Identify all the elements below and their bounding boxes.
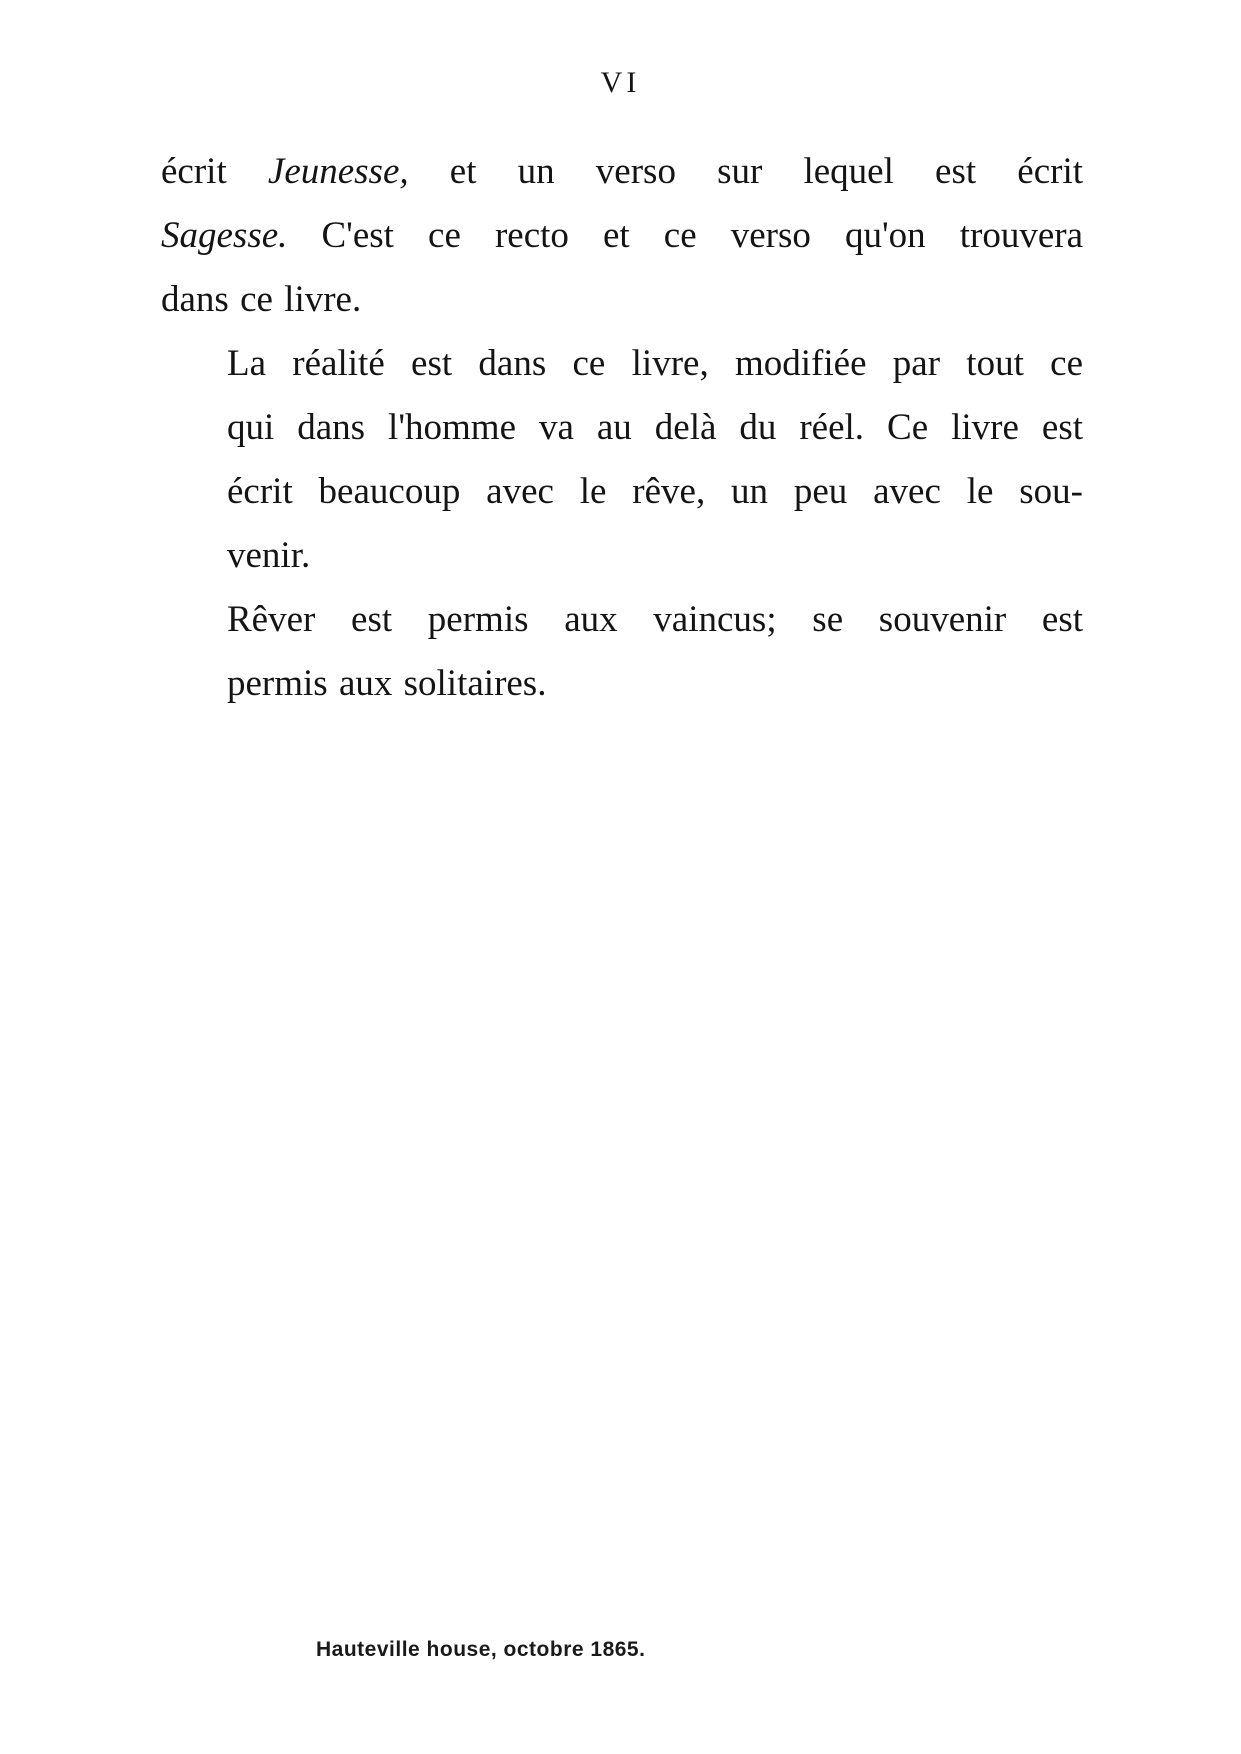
- page-number: VI: [600, 66, 641, 99]
- text-line: dans ce livre.: [161, 279, 362, 320]
- signature-dateline: Hauteville house, octobre 1865.: [316, 1638, 646, 1661]
- paragraph-3: [161, 588, 1083, 716]
- text-line: [161, 140, 1083, 204]
- paragraph-2: [161, 332, 1083, 588]
- text-line: Rêver est permis aux vaincus; se souvenir est: [227, 599, 1083, 640]
- text-run: et un verso sur lequel est écrit: [408, 151, 1084, 192]
- text-line: La réalité est dans ce livre, modifiée par tout ce: [227, 343, 1083, 384]
- text-line: permis aux solitaires.: [227, 663, 547, 704]
- text-run: C'est ce recto et ce verso qu'on trouvera: [287, 215, 1083, 256]
- italic-title-jeunesse: Jeunesse,: [267, 151, 409, 192]
- paragraph-1: [161, 140, 1083, 332]
- text-line: écrit beaucoup avec le rêve, un peu avec le sou-: [227, 471, 1083, 512]
- text-run: écrit: [161, 151, 268, 192]
- text-line: venir.: [227, 535, 311, 576]
- text-line: [161, 204, 1083, 268]
- body-text: [161, 140, 1083, 716]
- italic-title-sagesse: Sagesse.: [161, 215, 288, 256]
- text-line: qui dans l'homme va au delà du réel. Ce livre est: [227, 407, 1083, 448]
